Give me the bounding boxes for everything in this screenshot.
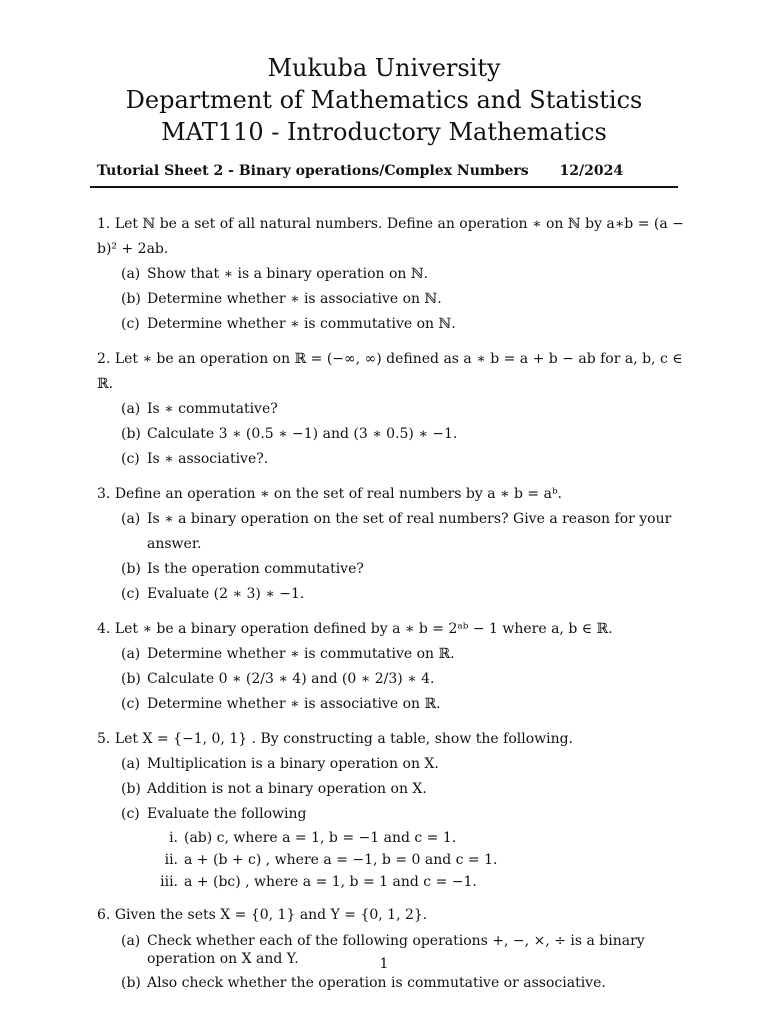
problem-number: 6. — [97, 907, 111, 923]
part-label: (b) — [121, 781, 141, 797]
problem-stem — [97, 482, 687, 507]
part-text: Calculate 0 ∗ (2/3 ∗ 4) and (0 ∗ 2/3) ∗ 4. — [147, 671, 435, 687]
tutorial-subheader — [97, 163, 677, 179]
part-text: Determine whether ∗ is commutative on ℝ. — [147, 646, 455, 662]
part-text: Is the operation commutative? — [147, 561, 364, 577]
course-title: MAT110 - Introductory Mathematics — [161, 118, 607, 146]
part-label: (a) — [121, 511, 141, 527]
problem-part — [121, 312, 687, 337]
problem-number: 2. — [97, 351, 111, 367]
problem-stem — [97, 347, 687, 397]
tutorial-date: 12/2024 — [559, 163, 624, 179]
document-header — [0, 52, 768, 148]
problem-part — [121, 777, 687, 802]
part-text: Determine whether ∗ is associative on ℝ. — [147, 696, 441, 712]
problem-number: 1. — [97, 216, 111, 232]
page-number: 1 — [379, 956, 389, 972]
part-label: (c) — [121, 586, 140, 602]
problem-number: 3. — [97, 486, 111, 502]
part-text: Check whether each of the following operations +, −, ×, ÷ is a binary operation on X and Y. — [147, 933, 645, 967]
subpart-text: a + (b + c) , where a = −1, b = 0 and c = 1. — [184, 852, 498, 868]
problem-number: 5. — [97, 731, 111, 747]
problem-4 — [97, 617, 687, 717]
problem-part — [121, 802, 687, 827]
part-text: Determine whether ∗ is commutative on ℕ. — [147, 316, 456, 332]
problem-stem — [97, 212, 687, 262]
problem-part — [121, 582, 687, 607]
subpart-label: i. — [169, 830, 178, 846]
problem-3 — [97, 482, 687, 607]
problem-part — [121, 667, 687, 692]
tutorial-title: Tutorial Sheet 2 - Binary operations/Complex Numbers — [97, 163, 529, 179]
part-label: (a) — [121, 933, 141, 949]
problem-1 — [97, 212, 687, 337]
problem-number: 4. — [97, 621, 111, 637]
part-label: (a) — [121, 266, 141, 282]
problem-part — [121, 557, 687, 582]
problem-part — [121, 287, 687, 312]
problem-text: Let X = {−1, 0, 1} . By constructing a table, show the following. — [114, 731, 574, 747]
part-text: Also check whether the operation is commutative or associative. — [147, 975, 606, 991]
problem-part — [121, 397, 687, 422]
part-label: (b) — [121, 291, 141, 307]
part-label: (a) — [121, 756, 141, 772]
subpart-item — [148, 871, 687, 893]
part-text: Evaluate (2 ∗ 3) ∗ −1. — [147, 586, 305, 602]
department-name: Department of Mathematics and Statistics — [125, 86, 643, 114]
problem-list — [97, 212, 687, 1006]
part-label: (c) — [121, 696, 140, 712]
part-text: Is ∗ a binary operation on the set of real numbers? Give a reason for your answer. — [147, 511, 672, 552]
problem-text: Let ∗ be a binary operation defined by a ∗ b = 2ᵃᵇ − 1 where a, b ∈ ℝ. — [114, 621, 613, 637]
header-divider — [90, 186, 678, 188]
problem-part — [121, 971, 687, 996]
problem-text: Define an operation ∗ on the set of real numbers by a ∗ b = aᵇ. — [114, 486, 562, 502]
subpart-text: (ab) c, where a = 1, b = −1 and c = 1. — [184, 830, 457, 846]
part-text: Is ∗ commutative? — [147, 401, 278, 417]
part-label: (b) — [121, 975, 141, 991]
part-text: Determine whether ∗ is associative on ℕ. — [147, 291, 442, 307]
part-label: (a) — [121, 646, 141, 662]
subpart-list — [148, 827, 687, 893]
problem-stem — [97, 617, 687, 642]
problem-text: Let ℕ be a set of all natural numbers. Define an operation ∗ on ℕ by a∗b = (a − b)² + 2ab. — [97, 216, 684, 257]
part-text: Evaluate the following — [147, 806, 307, 822]
part-label: (b) — [121, 561, 141, 577]
problem-2 — [97, 347, 687, 472]
part-text: Multiplication is a binary operation on X. — [147, 756, 439, 772]
problem-part — [121, 507, 687, 557]
problem-5 — [97, 727, 687, 893]
part-text: Show that ∗ is a binary operation on ℕ. — [147, 266, 429, 282]
part-label: (b) — [121, 426, 141, 442]
problem-6 — [97, 903, 687, 996]
part-label: (c) — [121, 806, 140, 822]
part-text: Is ∗ associative?. — [147, 451, 269, 467]
subpart-text: a + (bc) , where a = 1, b = 1 and c = −1. — [184, 874, 477, 890]
problem-stem — [97, 727, 687, 752]
problem-part — [121, 752, 687, 777]
subpart-label: iii. — [160, 874, 178, 890]
problem-part — [121, 447, 687, 472]
problem-part — [121, 262, 687, 287]
problem-stem — [97, 903, 687, 928]
part-label: (a) — [121, 401, 141, 417]
university-name: Mukuba University — [267, 54, 501, 82]
part-text: Calculate 3 ∗ (0.5 ∗ −1) and (3 ∗ 0.5) ∗ −1. — [147, 426, 458, 442]
problem-text: Given the sets X = {0, 1} and Y = {0, 1, 2}. — [114, 907, 428, 923]
problem-text: Let ∗ be an operation on ℝ = (−∞, ∞) defined as a ∗ b = a + b − ab for a, b, c ∈ ℝ. — [97, 351, 683, 392]
part-text: Addition is not a binary operation on X. — [147, 781, 427, 797]
part-label: (c) — [121, 316, 140, 332]
part-label: (b) — [121, 671, 141, 687]
subpart-label: ii. — [164, 852, 178, 868]
part-label: (c) — [121, 451, 140, 467]
problem-part — [121, 692, 687, 717]
problem-part — [121, 422, 687, 447]
subpart-item — [148, 827, 687, 849]
problem-part — [121, 642, 687, 667]
subpart-item — [148, 849, 687, 871]
